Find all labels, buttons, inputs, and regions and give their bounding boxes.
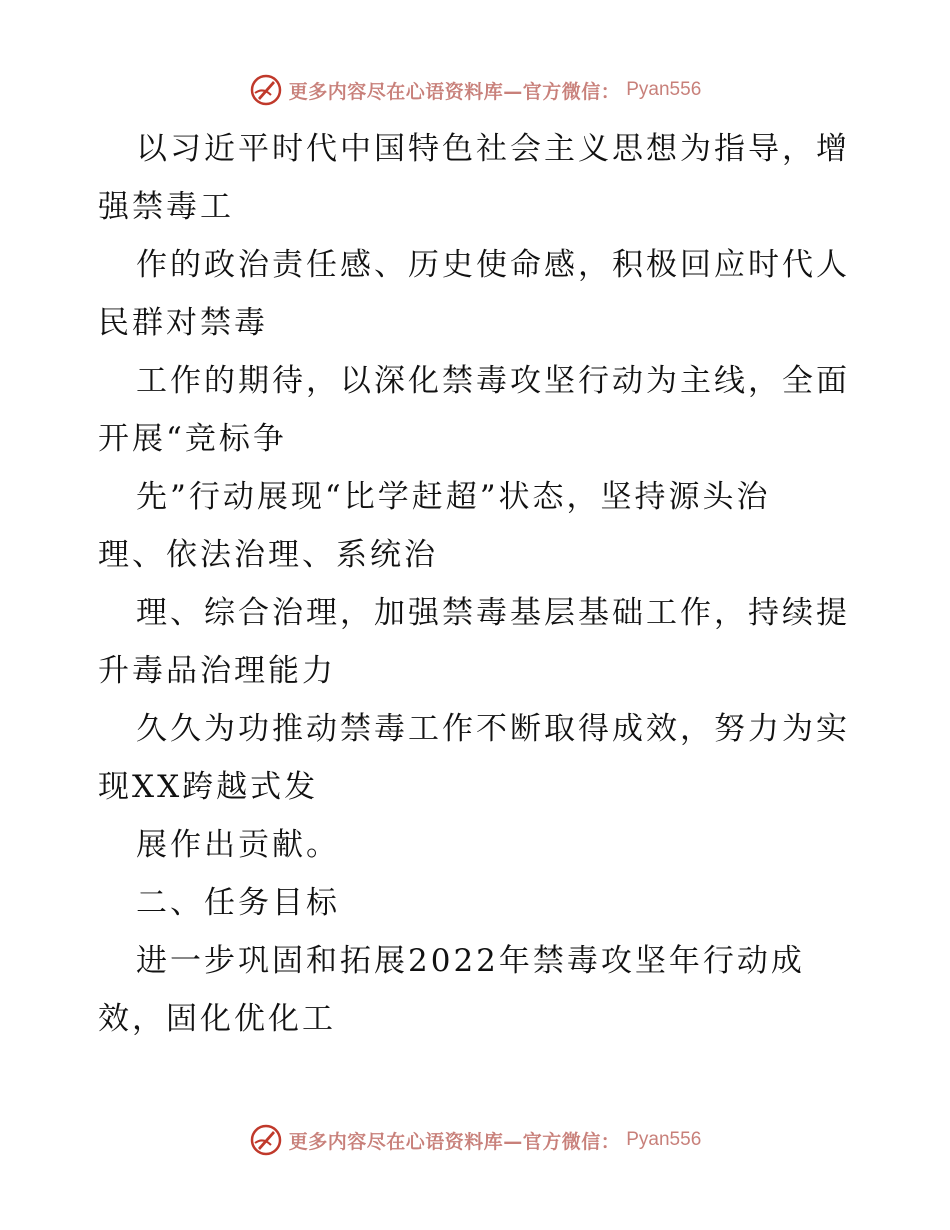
text-line: 效，固化优化工 (98, 1001, 336, 1037)
watermark-id: Pyan556 (626, 1129, 702, 1150)
text-line: 作的政治责任感、历史使命感，积极回应时代人 (136, 247, 850, 283)
header-watermark (0, 70, 950, 110)
document-body (98, 120, 858, 1048)
text-line: 以习近平时代中国特色社会主义思想为指导，增 (136, 131, 850, 167)
text-line: 工作的期待，以深化禁毒攻坚行动为主线，全面 (136, 363, 850, 399)
text-line: 现XX跨越式发 (98, 769, 319, 805)
text-line: 二、任务目标 (136, 885, 340, 921)
footer-watermark (0, 1120, 950, 1160)
text-line: 理、依法治理、系统治 (98, 537, 438, 573)
text-line: 强禁毒工 (98, 189, 234, 225)
watermark-text: 更多内容尽在心语资料库—官方微信： (288, 1130, 621, 1153)
watermark-text: 更多内容尽在心语资料库—官方微信： (288, 80, 621, 103)
text-line: 展作出贡献。 (136, 827, 340, 863)
text-line: 升毒品治理能力 (98, 653, 336, 689)
text-line: 开展“竞标争 (98, 421, 287, 457)
text-line: 理、综合治理，加强禁毒基层基础工作，持续提 (136, 595, 850, 631)
watermark-id: Pyan556 (626, 79, 702, 100)
text-line: 久久为功推动禁毒工作不断取得成效，努力为实 (136, 711, 850, 747)
quill-logo-icon (249, 73, 283, 107)
text-line: 民群对禁毒 (98, 305, 268, 341)
text-line: 先”行动展现“比学赶超”状态，坚持源头治 (136, 479, 771, 515)
quill-logo-icon (249, 1123, 283, 1157)
text-line: 进一步巩固和拓展2022年禁毒攻坚年行动成 (136, 943, 805, 979)
